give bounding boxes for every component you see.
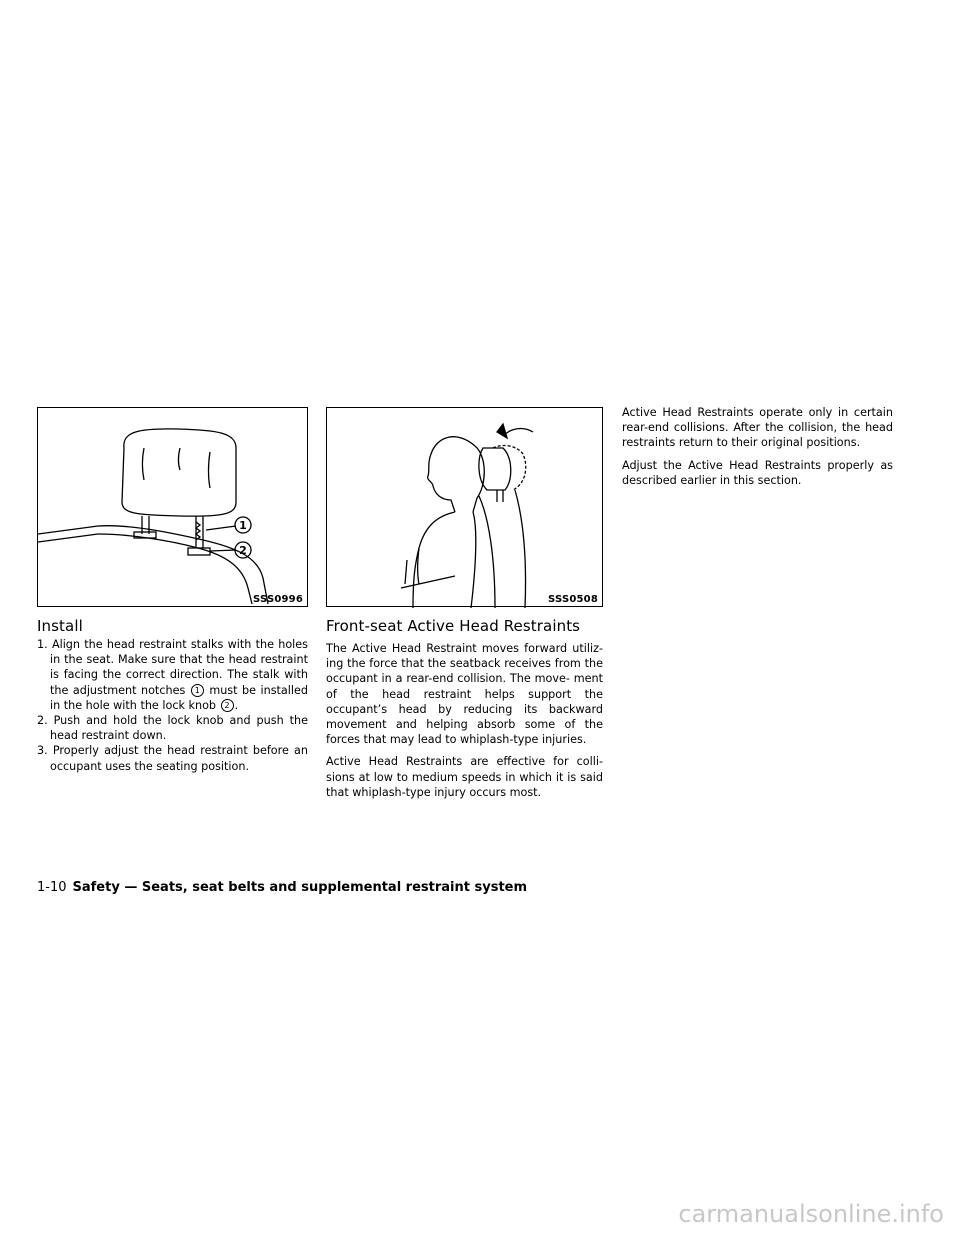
active-body	[326, 641, 603, 807]
page-number: 1-10	[37, 880, 67, 895]
ref-1-icon: 1	[191, 684, 204, 697]
figure-install	[37, 407, 308, 607]
install-step-3: 3. Properly adjust the head restraint before an occupant uses the seating position.	[37, 744, 308, 773]
callout-2: 2	[239, 544, 247, 557]
figure-code: SSS0996	[253, 594, 303, 605]
active-heading: Front-seat Active Head Restraints	[326, 617, 581, 635]
figure-code: SSS0508	[548, 594, 598, 605]
occupant-illustration	[327, 408, 604, 608]
install-step-2: 2. Push and hold the lock knob and push the head restraint down.	[37, 714, 308, 743]
headrest-illustration	[38, 408, 309, 608]
figure-active-head-restraint	[326, 407, 603, 607]
right-paragraph-2: Adjust the Active Head Restraints properly as described earlier in this section.	[622, 458, 893, 487]
active-paragraph-1: The Active Head Restraint moves forward utiliz- ing the force that the seatback receives from the occupant in a rear-end collision. The move- ment of the head restraint helps support the occupant’s head by reducing its backward movement and helping absorb some of the forces that may lead to whiplash-type injuries.	[326, 642, 603, 747]
page-footer	[37, 880, 527, 895]
ref-2-icon: 2	[221, 699, 234, 712]
install-step-1: 1. Align the head restraint stalks with the holes in the seat. Make sure that the head restraint is facing the correct direction. The stalk with the adjustment notches 1 must be installed in the hole with the lock knob 2 .	[37, 638, 308, 712]
callout-1: 1	[239, 519, 247, 532]
install-steps	[37, 637, 308, 774]
watermark: carmanualsonline.info	[678, 1200, 944, 1228]
section-title: Safety — Seats, seat belts and supplemental restraint system	[72, 880, 528, 895]
install-heading: Install	[37, 617, 83, 635]
right-paragraph-1: Active Head Restraints operate only in certain rear-end collisions. After the collision, the head restraints return to their original positions.	[622, 406, 893, 450]
active-paragraph-2: Active Head Restraints are effective for colli- sions at low to medium speeds in which it is said that whiplash-type injury occurs most.	[326, 755, 603, 799]
right-column	[622, 405, 893, 495]
